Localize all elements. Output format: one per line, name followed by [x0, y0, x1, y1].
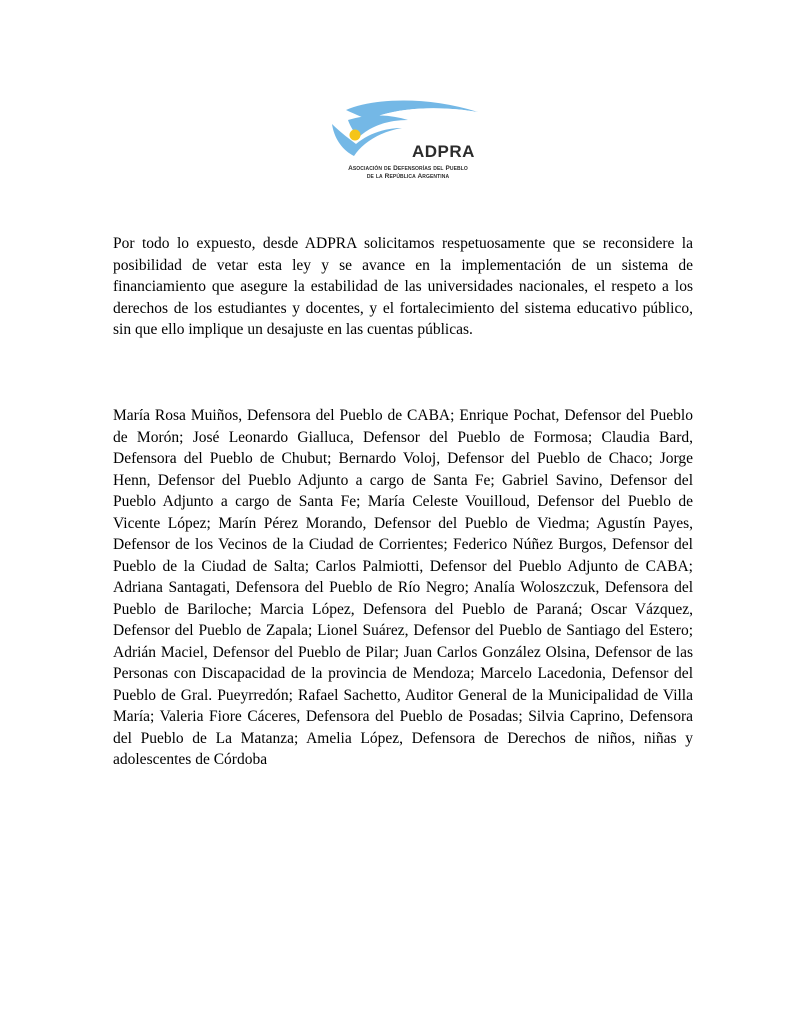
- adpra-logo: [328, 98, 488, 182]
- sun-icon: [350, 130, 361, 141]
- closing-paragraph: Por todo lo expuesto, desde ADPRA solicitamos respetuosamente que se reconsidere la posibilidad de vetar esta ley y se avance en la implementación de un sistema de financiamiento que asegure la estabilidad de las universidades nacionales, el respeto a los derechos de los estudiantes y docentes, y el fortalecimiento del sistema educativo público, sin que ello implique un desajuste en las cuentas públicas.: [113, 235, 693, 338]
- logo-subtitle-line-1: Asociación de Defensorías del Pueblo: [348, 165, 468, 172]
- signatories-paragraph: María Rosa Muiños, Defensora del Pueblo de CABA; Enrique Pochat, Defensor del Pueblo de Morón; José Leonardo Gialluca, Defensor del Pueblo de Formosa; Claudia Bard, Defensora del Pueblo de Chubut; Bernardo Voloj, Defensor del Pueblo de Chaco; Jorge Henn, Defensor del Pueblo Adjunto a cargo de Santa Fe; Gabriel Savino, Defensor del Pueblo Adjunto a cargo de Santa Fe; María Celeste Vouilloud, Defensor del Pueblo de Vicente López; Marín Pérez Morando, Defensor del Pueblo de Viedma; Agustín Payes, Defensor de los Vecinos de la Ciudad de Corrientes; Federico Núñez Burgos, Defensor del Pueblo de la Ciudad de Salta; Carlos Palmiotti, Defensor del Pueblo Adjunto de CABA; Adriana Santagati, Defensora del Pueblo de Río Negro; Analía Woloszczuk, Defensora del Pueblo de Bariloche; Marcia López, Defensora del Pueblo de Paraná; Oscar Vázquez, Defensor del Pueblo de Zapala; Lionel Suárez, Defensor del Pueblo de Santiago del Estero; Adrián Maciel, Defensor del Pueblo de Pilar; Juan Carlos González Olsina, Defensor de las Personas con Discapacidad de la provincia de Mendoza; Marcelo Lacedonia, Defensor del Pueblo de Gral. Pueyrredón; Rafael Sachetto, Auditor General de la Municipalidad de Villa María; Valeria Fiore Cáceres, Defensora del Pueblo de Posadas; Silvia Caprino, Defensora del Pueblo de La Matanza; Amelia López, Defensora de Derechos de niños, niñas y adolescentes de Córdoba: [113, 407, 693, 768]
- logo-subtitle: [331, 165, 485, 181]
- logo-subtitle-line-2: de la República Argentina: [366, 173, 450, 180]
- logo-name: ADPRA: [412, 142, 475, 161]
